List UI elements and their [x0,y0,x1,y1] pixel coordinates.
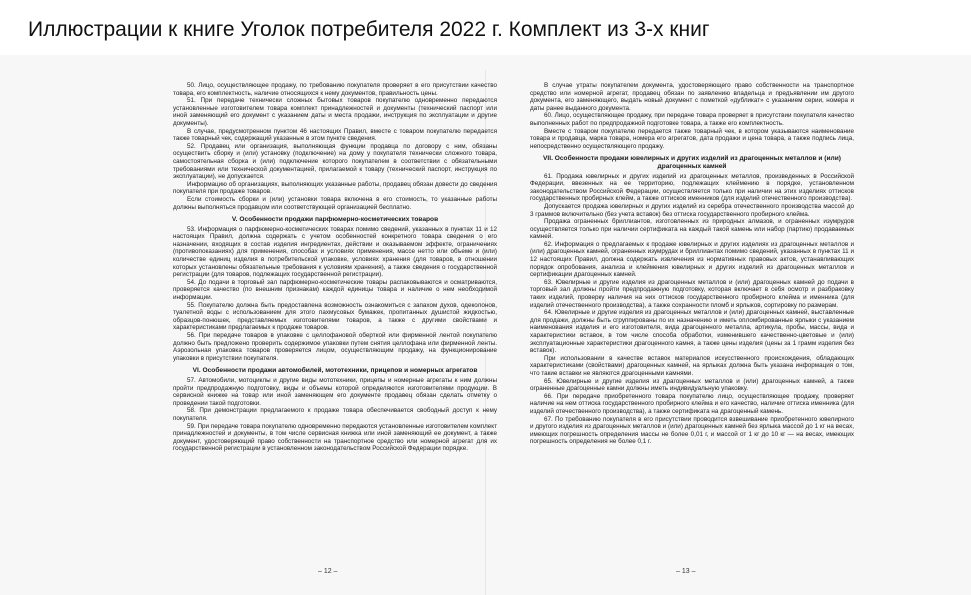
page-title: Иллюстрации к книге Уголок потребителя 2022 г. Комплект из 3-х книг [28,18,710,41]
paragraph: При использовании в качестве вставок материалов искусственного происхождения, обладающих характеристиками (свойствами) драгоценных камней, на ярлыках должна быть указана информация о том, что такие вставки не являются драгоценными камнями. [530,354,854,377]
paragraph: 59. При передаче товара покупателю одновременно передаются установленные изготовителем комплект принадлежностей и документы, в том числе сервисная книжка или иной заменяющий ее документ, а также документ, удостоверяющий право собственности на транспортное средство или номерной агрегат для их государственной регистрации в установленном законодательством Российской Федерации порядке. [173,422,498,453]
right-page [530,82,854,446]
left-page [173,82,497,453]
section-heading: VI. Особенности продажи автомобилей, мототехники, прицепов и номерных агрегатов [192,367,478,375]
paragraph: Информацию об организациях, выполняющих указанные работы, продавец обязан довести до сведения покупателя при продаже товаров. [173,180,497,196]
section-heading: V. Особенности продажи парфюмерно-косметических товаров [231,216,439,224]
paragraph: 65. Ювелирные и другие изделия из драгоценных металлов и (или) драгоценных камней, а также ограненные драгоценные камни должны иметь индивидуальную упаковку. [530,377,854,393]
paragraph: 67. По требованию покупателя в его присутствии проводится взвешивание приобретенного ювелирного и другого изделия из драгоценных металлов и (или) драгоценных камней без ярлыка массой до 1 кг на весах, имеющих погрешность определения массы не более 0,01 г, и массой от 1 кг до 10 кг — на весах, имеющих погрешность определения не более 0,1 г. [530,415,854,446]
paragraph: 56. При передаче товаров в упаковке с целлофановой оберткой или фирменной лентой покупателю должно быть предложено проверить содержимое упаковки путем снятия целлофана или фирменной ленты. Аэрозольная упаковка товаров проверяется лицом, осуществляющим продажу, на функционирование упаковки в присутствии покупателя. [173,332,497,362]
paragraph: 52. Продавец или организация, выполняющая функции продавца по договору с ним, обязаны осуществить сборку и (или) установку (подключение) на дому у покупателя технически сложного товара, самостоятельная сборка и (или) подключение которого покупателем в соответствии с обязательными требованиями или технической документацией, прилагаемой к товару (технический паспорт, инструкция по эксплуатации), не допускается. [173,142,497,181]
paragraph: 53. Информация о парфюмерно-косметических товарах помимо сведений, указанных в пунктах 11 и 12 настоящих Правил, должна содержать с учетом особенностей конкретного товара сведения о его назначении, входящих в состав изделия ингредиентах, действии и оказываемом эффекте, ограничениях (противопоказаниях) для применения, способах и условиях применения, массе нетто или объеме и (или) количестве единиц изделия в потребительской упаковке, условиях хранения (для товаров, в отношении которых установлены обязательные требования к условиям хранения), а также сведения о государственной регистрации (для товаров, подлежащих государственной регистрации). [173,225,497,279]
paragraph: 62. Информация о предлагаемых к продаже ювелирных и других изделиях из драгоценных металлов и (или) драгоценных камней, ограненных изумрудах и бриллиантах помимо сведений, указанных в пунктах 11 и 12 настоящих Правил, должна содержать извлечения из нормативных правовых актов, устанавливающих порядок опробования, анализа и клеймения ювелирных и других изделий из драгоценных металлов и сертификации драгоценных камней. [530,240,854,279]
page-number-right: – 13 – [676,568,696,575]
section-heading: VII. Особенности продажи ювелирных и других изделий из драгоценных металлов и (или) драгоценных камней [543,155,841,170]
paragraph: 50. Лицо, осуществляющее продажу, по требованию покупателя проверяет в его присутствии качество товара, его комплектность, наличие относящихся к нему документов, правильность цены. [173,82,497,97]
paragraph: Допускается продажа ювелирных и других изделий из серебра отечественного производства массой до 3 граммов включительно (без учета вставок) без оттиска государственного пробирного клейма. [530,202,854,218]
paragraph: В случае, предусмотренном пунктом 46 настоящих Правил, вместе с товаром покупателю передается также товарный чек, содержащий указанные в этом пункте сведения. [173,127,497,143]
paragraph: 51. При передаче технически сложных бытовых товаров покупателю одновременно передаются установленные изготовителем товара комплект принадлежностей и документы (технический паспорт или иной заменяющий его документ с указанием даты и места продажи, инструкция по эксплуатации и другие документы). [173,97,497,127]
paragraph: Если стоимость сборки и (или) установки товара включена в его стоимость, то указанные работы должны выполняться продавцом или соответствующей организацией бесплатно. [173,195,497,211]
paragraph: 58. При демонстрации предлагаемого к продаже товара обеспечивается свободный доступ к нему покупателя. [173,407,497,422]
paragraph: Продажа ограненных бриллиантов, изготовленных из природных алмазов, и ограненных изумрудов осуществляется только при наличии сертификата на каждый такой камень или набор (партию) продаваемых камней. [530,218,854,241]
paragraph: 64. Ювелирные и другие изделия из драгоценных металлов и (или) драгоценных камней, выставленные для продажи, должны быть сгруппированы по их назначению и иметь опломбированные ярлыки с указанием наименования изделия и его изготовителя, вида драгоценного металла, артикула, пробы, массы, вида и характеристики вставок, в том числе способа обработки, изменившего качественно-цветовые и (или) эксплуатационные характеристики драгоценного камня, а также цены изделия (цены за 1 грамм изделия без вставок). [530,309,854,355]
paragraph: 57. Автомобили, мотоциклы и другие виды мототехники, прицепы и номерные агрегаты к ним должны пройти предпродажную подготовку, виды и объемы которой определяются изготовителями продукции. В сервисной книжке на товар или иной заменяющем его документе продавец обязан сделать отметку о проведении такой подготовки. [173,376,497,407]
paragraph: В случае утраты покупателем документа, удостоверяющего право собственности на транспортное средство или номерной агрегат, продавец обязан по заявлению владельца и предъявлении им другого документа, его заменяющего, выдать новый документ с пометкой «дубликат» с указанием серии, номера и даты ранее выданного документа. [530,82,854,112]
paragraph: 61. Продажа ювелирных и других изделий из драгоценных металлов, произведенных в Российской Федерации, ввезенных на ее территорию, подлежащих клеймению в порядке, установленном законодательством Российской Федерации, осуществляется только при наличии на этих изделиях оттисков государственных пробирных клейм, а также оттисков именников (для изделий отечественного производства). [530,172,854,203]
paragraph: Вместе с товаром покупателю передается также товарный чек, в котором указываются наименование товара и продавца, марка товара, номера его агрегатов, дата продажи и цена товара, а также подпись лица, непосредственно осуществляющего продажу. [530,127,854,150]
paragraph: 66. При передаче приобретенного товара покупателю лицо, осуществляющее продажу, проверяет наличие на нем оттиска государственного пробирного клейма и его качество, наличие оттиска именника (для изделий отечественного производства), а также сертификата на драгоценный камень. [530,392,854,415]
paragraph: 63. Ювелирные и другие изделия из драгоценных металлов и (или) драгоценных камней до подачи в торговый зал должны пройти предпродажную подготовку, которая включает в себя осмотр и разбраковку таких изделий, проверку наличия на них оттисков государственного пробирного клейма и именника (для изделий отечественного производства), а также сохранности пломб и ярлыков, сортировку по размерам. [530,278,854,309]
paragraph: 54. До подачи в торговый зал парфюмерно-косметические товары распаковываются и осматриваются, проверяется качество (по внешним признакам) каждой единицы товара и наличие о нем необходимой информации. [173,278,497,302]
paragraph: 55. Покупателю должна быть предоставлена возможность ознакомиться с запахом духов, одеколонов, туалетной воды с использованием для этого пахмусовых бумажек, пропитанных душистой жидкостью, образцов-понюшек, представляемых изготовителями товаров, а также с другими свойствами и характеристиками предлагаемых к продаже товаров. [173,301,497,332]
page-number-left: – 12 – [318,568,338,575]
paragraph: 60. Лицо, осуществляющее продажу, при передаче товара проверяет в присутствии покупателя качество выполненных работ по предпродажной подготовке товара, а также его комплектность. [530,112,854,127]
